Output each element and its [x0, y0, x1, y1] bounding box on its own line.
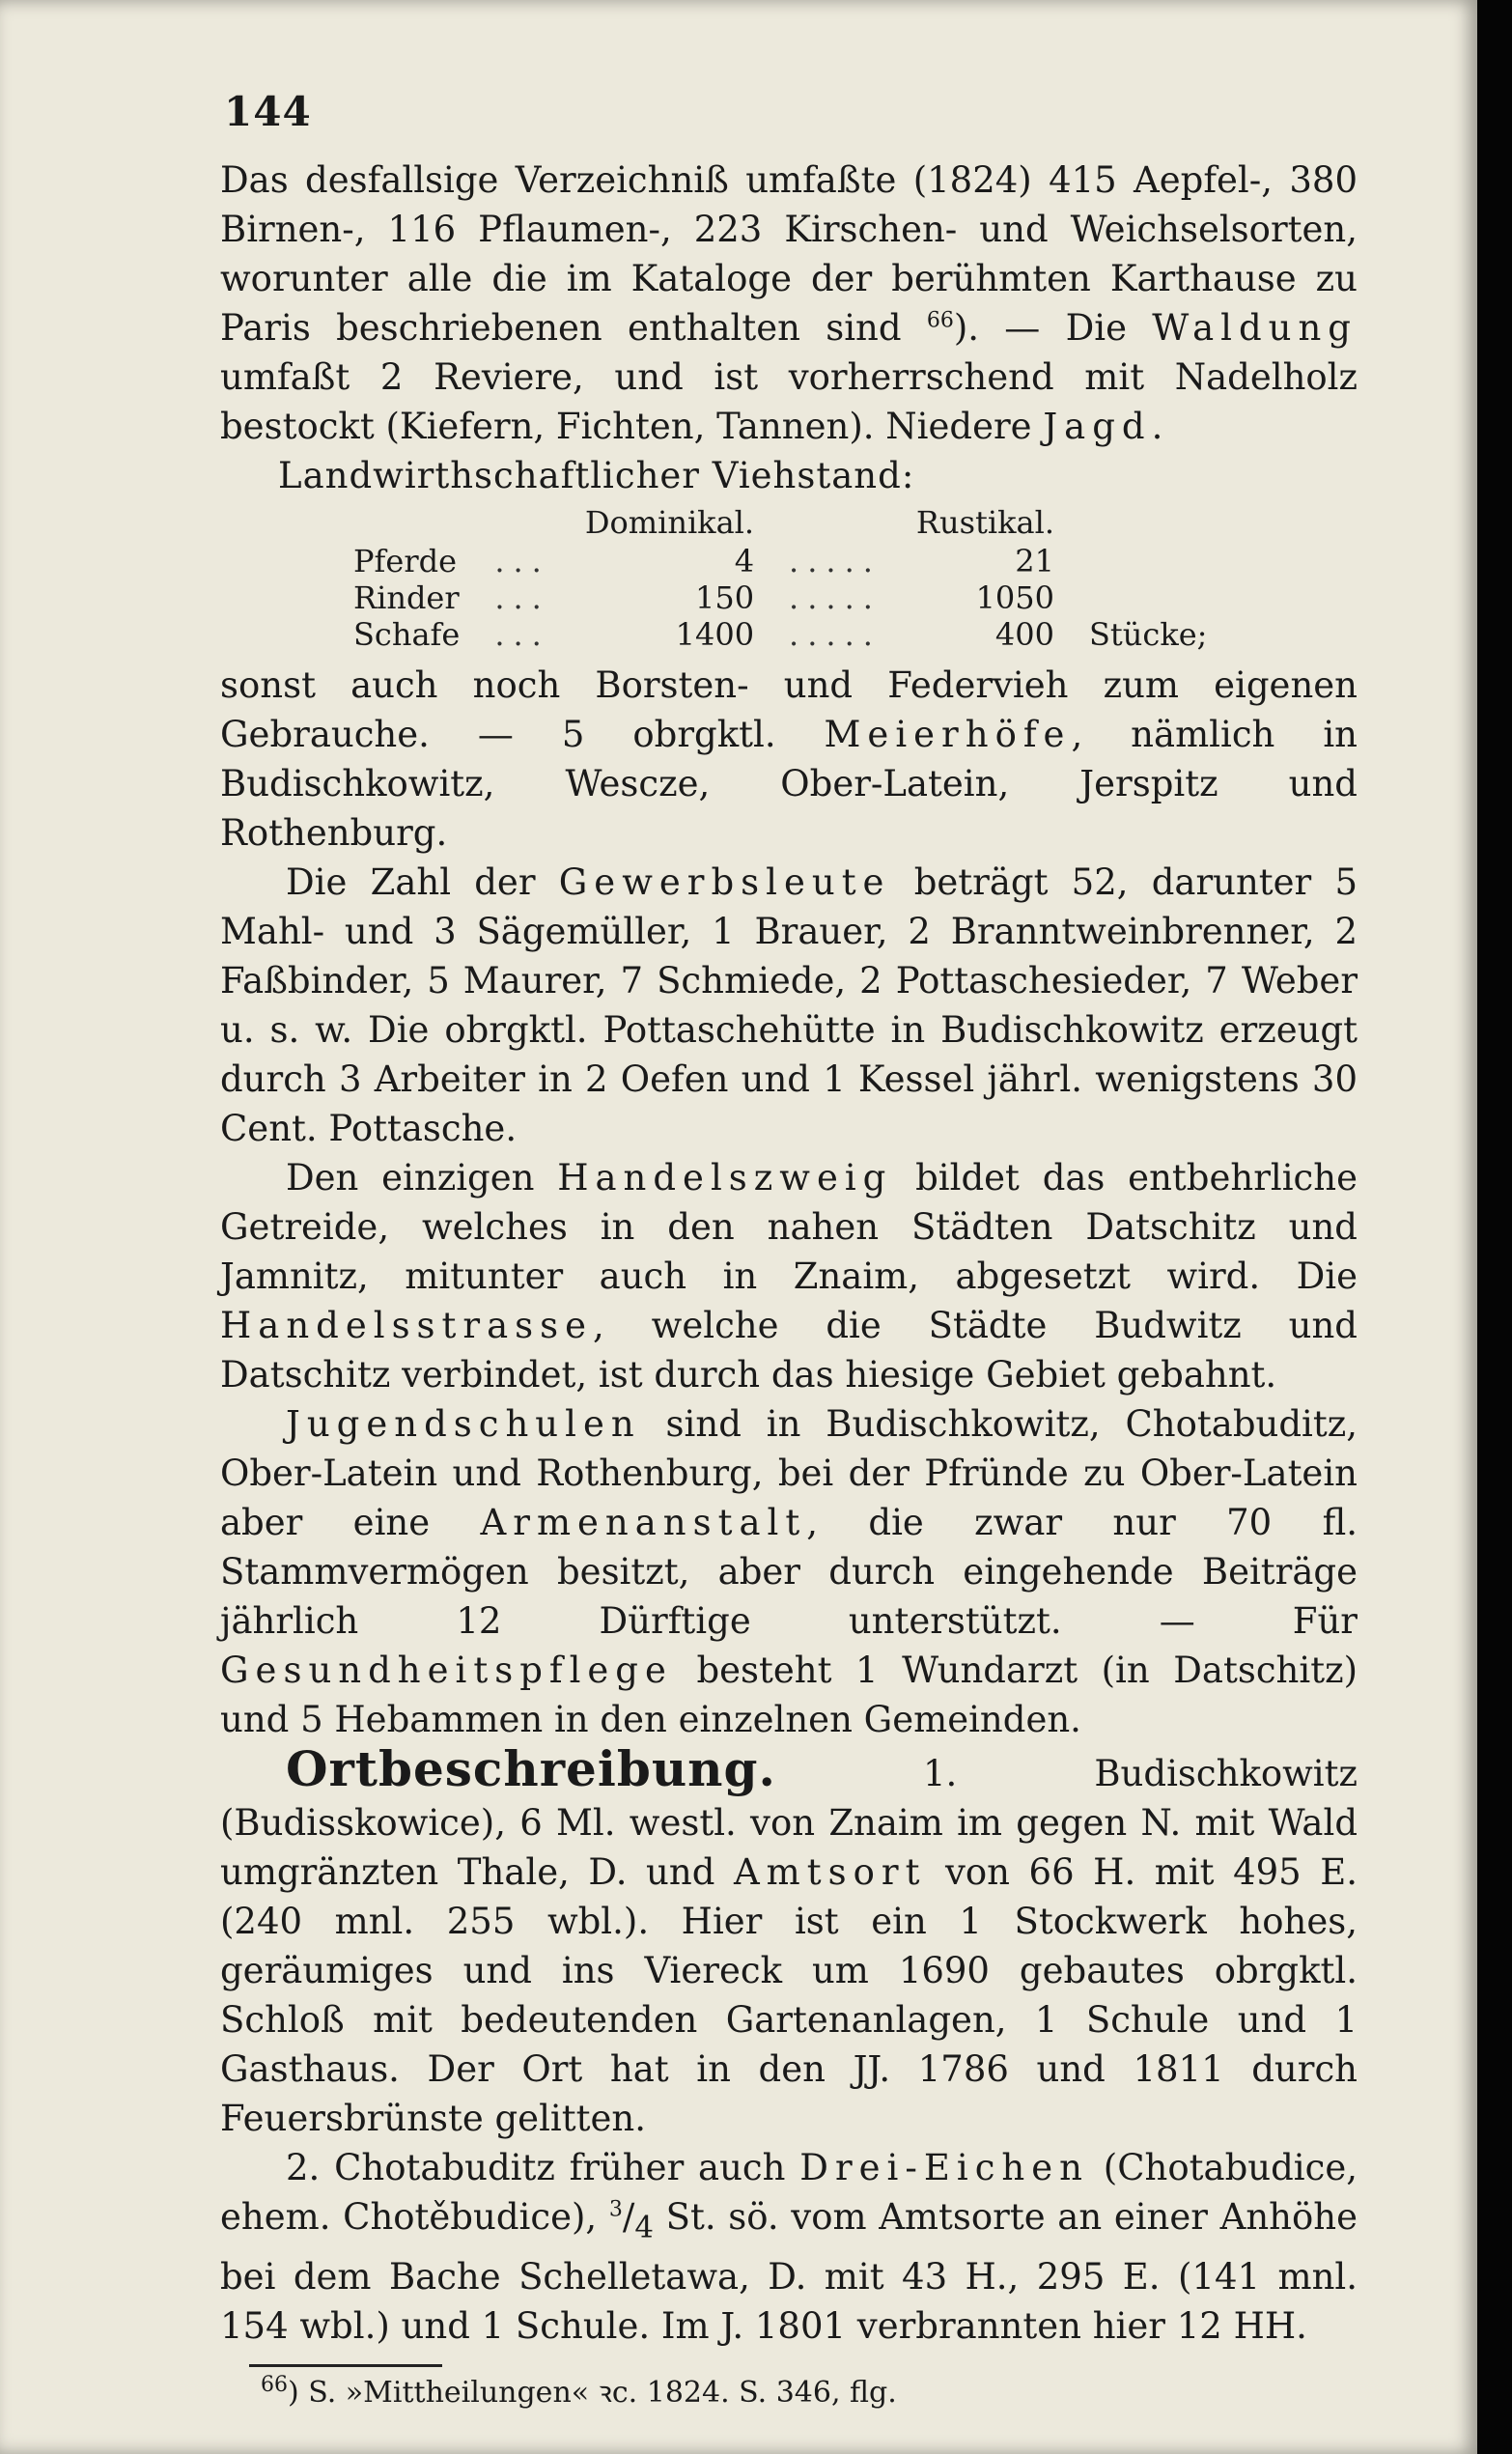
paragraph-schools — [220, 1399, 1358, 1744]
column-header-rustikal: Rustikal. — [915, 504, 1054, 541]
scan-border — [1477, 0, 1512, 2454]
keyword-amtsort: Amtsort — [733, 1851, 927, 1893]
page-number: 144 — [224, 88, 312, 135]
text: , welche die Städte Budwitz und Datschitz verbindet, ist durch das hiesige Gebiet gebahnt. — [220, 1305, 1358, 1396]
keyword-jugendschulen: Jugendschulen — [286, 1403, 641, 1445]
footnote-divider — [249, 2364, 442, 2367]
livestock-heading: Landwirthschaftlicher Viehstand: — [278, 455, 915, 496]
page-content — [220, 87, 1358, 2412]
text: , die zwar nur 70 fl. Stammvermögen besitzt, aber durch eingehende Beiträge jährlich 12 Dürftige unterstützt. — Für — [220, 1502, 1358, 1642]
table-row — [336, 543, 1224, 579]
keyword-gesundheitspflege: Gesundheitspflege — [220, 1650, 673, 1691]
animal-label: Schafe — [353, 616, 461, 653]
footnote-text: ) S. »Mittheilungen« ꝛc. 1824. S. 346, flg. — [288, 2376, 897, 2411]
dominikal-value: 4 — [734, 543, 755, 579]
paragraph-chotabuditz: 2. Chotabuditz früher auch Drei-Eichen (Chotabudice, ehem. Chotěbudice), $^3/_4$ St. sö. vom Amtsorte an einer Anhöhe bei dem Bache Schelletawa, D. mit 43 H., 295 E. (141 mnl. 154 wbl.) und 1 Schule. Im J. 1801 verbrannten hier 12 HH. — [220, 2147, 1358, 2348]
keyword-handelszweig: Handelszweig — [557, 1157, 893, 1199]
rustikal-value: 21 — [1015, 543, 1054, 579]
leader-dots: ... — [494, 579, 550, 616]
column-header-dominikal: Dominikal. — [584, 504, 755, 541]
text: sonst auch noch Borsten- und Federvieh zum eigenen Gebrauche. — 5 obrgktl. — [220, 664, 1358, 755]
paragraph-trades — [220, 858, 1358, 1153]
keyword-drei-eichen: Drei-Eichen — [799, 2147, 1089, 2188]
leader-dots: ... — [494, 616, 550, 653]
text: , nämlich in Budischkowitz, Wescze, Ober-Latein, Jerspitz und Rothenburg. — [220, 714, 1358, 854]
text: (Chotabudice, ehem. Chotěbudice), — [220, 2147, 1358, 2238]
section-title: Ortbeschreibung. — [286, 1740, 776, 1797]
rustikal-value: 400 — [994, 616, 1054, 653]
text: Die Zahl der — [286, 861, 536, 903]
text: bildet das entbehrliche Getreide, welches in den nahen Städten Datschitz und Jamnitz, mitunter auch in Znaim, abgesetzt wird. Die — [220, 1157, 1358, 1297]
keyword-handelsstrasse: Handelsstrasse — [220, 1305, 594, 1346]
paragraph-orchard: Das desfallsige Verzeichniß umfaßte (1824) 415 Aepfel-, 380 Birnen-, 116 Pflaumen-, 223 Kirschen- und Weichselsorten, worunter alle die im Kataloge der berühmten Karthause zu Paris beschriebenen enthalten sind $^{66}$). — Die Waldung umfaßt 2 Reviere, und ist vorherrschend mit Nadelholz bestockt (Kiefern, Fichten, Tannen). Niedere Jagd. — [220, 159, 1358, 447]
animal-label: Pferde — [353, 543, 458, 579]
row-suffix — [1072, 579, 1224, 616]
text: 1. Budischkowitz (Budisskowice), 6 Ml. westl. von Znaim im gegen N. mit Wald umgränzten Thale, D. und — [220, 1753, 1358, 1893]
text: Den einzigen — [286, 1157, 535, 1199]
text: beträgt 52, darunter 5 Mahl- und 3 Sägemüller, 1 Brauer, 2 Branntweinbrenner, 2 Faßbinder, 5 Maurer, 7 Schmiede, 2 Pottaschesieder, 7 Weber u. s. w. Die obrgktl. Pottaschehütte in Budischkowitz erzeugt durch 3 Arbeiter in 2 Oefen und 1 Kessel jährl. wenigstens 30 Cent. Pottasche. — [220, 861, 1358, 1149]
text: von 66 H. mit 495 E. (240 mnl. 255 wbl.). Hier ist ein 1 Stockwerk hohes, geräumiges und ins Viereck um 1690 gebautes obrgktl. Schloß mit bedeutenden Gartenanlagen, 1 Schule und 1 Gasthaus. Der Ort hat in den JJ. 1786 und 1811 durch Feuersbrünste gelitten. — [220, 1851, 1358, 2139]
table-header-row — [336, 504, 1224, 543]
text: 2. Chotabuditz früher auch — [286, 2147, 786, 2188]
paragraph-livestock-cont — [220, 661, 1358, 858]
leader-dots: ..... — [789, 579, 882, 616]
keyword-jagd: Jagd — [1043, 406, 1152, 447]
fraction-denominator: 4 — [634, 2210, 654, 2245]
fraction-numerator: 3 — [608, 2197, 623, 2222]
leader-dots: ..... — [789, 543, 882, 579]
table-row — [336, 616, 1224, 653]
paragraph-commerce — [220, 1153, 1358, 1399]
text: Das desfallsige Verzeichniß umfaßte (1824) 415 Aepfel-, 380 Birnen-, 116 Pflaumen-, 223 Kirschen- und Weichselsorten, worunter alle die im Kataloge der berühmten Karthause zu Paris beschriebenen enthalten sind — [220, 159, 1358, 349]
animal-label: Rinder — [353, 579, 460, 616]
row-suffix: Stücke; — [1089, 616, 1208, 653]
row-suffix — [1072, 543, 1224, 579]
leader-dots: ..... — [789, 616, 882, 653]
livestock-table — [336, 504, 1224, 653]
leader-dots: ... — [494, 543, 550, 579]
rustikal-value: 1050 — [975, 579, 1054, 616]
text: ). — Die — [953, 307, 1127, 349]
footnote — [261, 2375, 1358, 2412]
keyword-meierhoefe: Meierhöfe — [824, 714, 1072, 755]
footnote-number: 66 — [261, 2373, 288, 2398]
dominikal-value: 150 — [694, 579, 755, 616]
keyword-waldung: Waldung — [1152, 307, 1358, 349]
keyword-armenanstalt: Armenanstalt — [480, 1502, 807, 1543]
paragraph-budischkowitz — [220, 1740, 1358, 2143]
footnote-ref: 66 — [926, 308, 954, 333]
table-row — [336, 579, 1224, 616]
dominikal-value: 1400 — [675, 616, 755, 653]
text: St. sö. vom Amtsorte an einer Anhöhe bei dem Bache Schelletawa, D. mit 43 H., 295 E. (141 mnl. 154 wbl.) und 1 Schule. Im J. 1801 verbrannten hier 12 HH. — [220, 2196, 1358, 2348]
text: besteht 1 Wundarzt (in Datschitz) und 5 Hebammen in den einzelnen Gemeinden. — [220, 1650, 1358, 1740]
keyword-gewerbsleute: Gewerbsleute — [558, 861, 891, 903]
text: umfaßt 2 Reviere, und ist vorherrschend mit Nadelholz bestockt (Kiefern, Fichten, Tannen). Niedere — [220, 356, 1358, 447]
text: sind in Budischkowitz, Chotabuditz, Ober-Latein und Rothenburg, bei der Pfründe zu Ober-Latein aber eine — [220, 1403, 1358, 1543]
